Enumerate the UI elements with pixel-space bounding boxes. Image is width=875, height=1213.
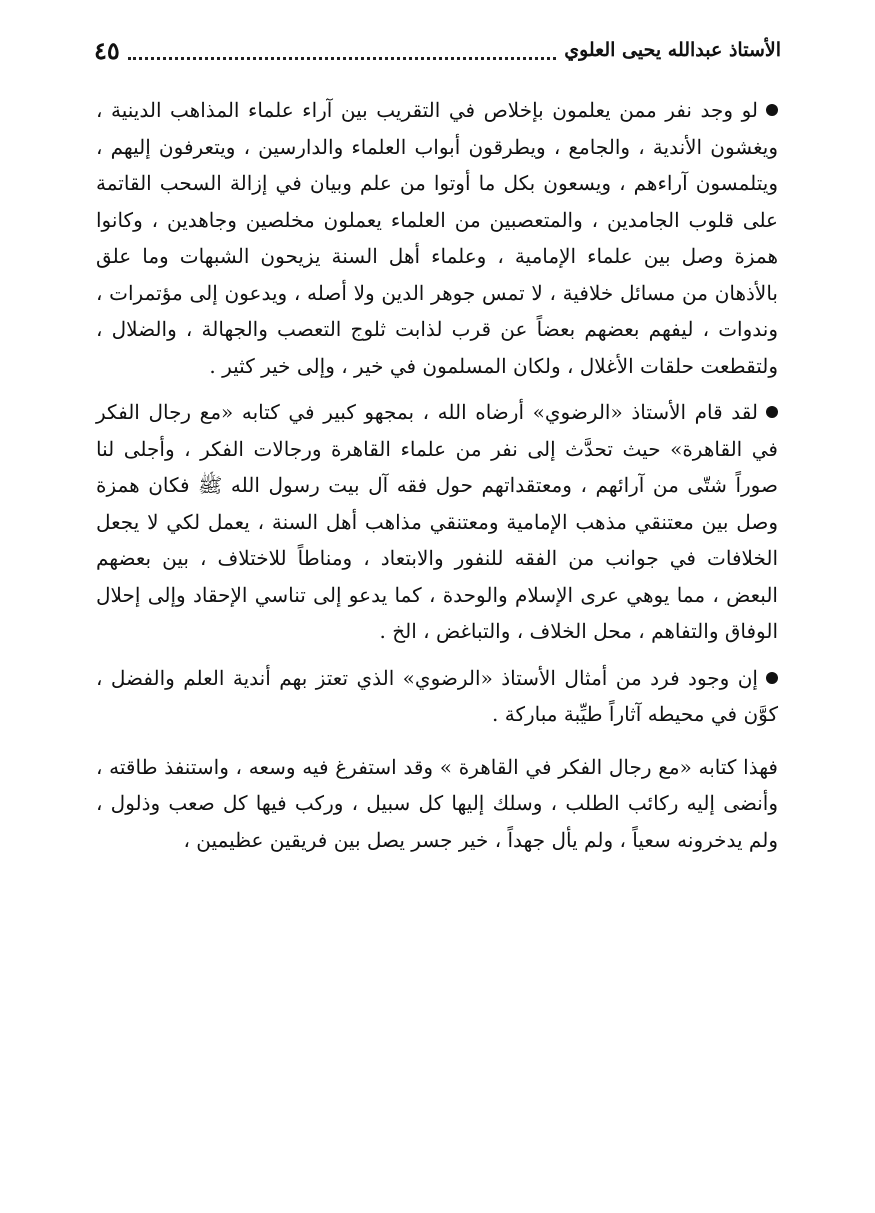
page-number: ٤٥	[94, 35, 120, 65]
paragraph-2	[96, 394, 778, 650]
paragraph-3	[96, 660, 778, 733]
page-header	[94, 30, 781, 70]
bullet-icon	[766, 672, 778, 684]
paragraph-text: إن وجود فرد من أمثال الأستاذ «الرضوي» الذي تعتز بهم أندية العلم والفضل ، كوَّن في محيطه آثاراً طيِّبة مباركة .	[96, 665, 778, 726]
body-text	[96, 92, 778, 868]
running-title: الأستاذ عبدالله يحيى العلوي	[564, 39, 781, 61]
leader-dots	[128, 47, 556, 60]
paragraph-1	[96, 92, 778, 384]
paragraph-text: لو وجد نفر ممن يعلمون بإخلاص في التقريب بين آراء علماء المذاهب الدينية ، ويغشون الأندية ، والجامع ، ويطرقون أبواب العلماء والدارسين ، ويتعرفون إليهم ، ويتلمسون آراءهم ، ويسعون بكل ما أوتوا من علم وبيان في إزالة السحب القاتمة على قلوب الجامدين ، والمتعصبين من العلماء يعملون مخلصين وجاهدين ، وكانوا همزة وصل بين علماء الإمامية ، وعلماء أهل السنة يزيحون الشبهات وما علق بالأذهان من مسائل خلافية ، لا تمس جوهر الدين ولا أصله ، ويدعون إلى مؤتمرات ، وندوات ، ليفهم بعضهم بعضاً عن قرب لذابت ثلوج التعصب والجهالة ، والضلال ، ولتقطعت حلقات الأغلال ، ولكان المسلمون في خير ، وإلى خير كثير .	[96, 98, 778, 378]
paragraph-text: لقد قام الأستاذ «الرضوي» أرضاه الله ، بمجهو كبير في كتابه «مع رجال الفكر في القاهرة» حيث تحدَّث إلى نفر من علماء القاهرة ورجالات الفكر ، وأجلى لنا صوراً شتّى من آرائهم ، ومعتقداتهم حول فقه آل بيت رسول الله ﷺ فكان همزة وصل بين معتنقي مذهب الإمامية ومعتنقي مذاهب أهل السنة ، يعمل لكي لا يجعل الخلافات في جوانب من الفقه للنفور والابتعاد ، ومناطاً للاختلاف ، بين بعضهم البعض ، مما يوهي عرى الإسلام والوحدة ، كما يدعو إلى تناسي الإحقاد وإلى إحلال الوفاق والتفاهم ، محل الخلاف ، والتباغض ، الخ .	[96, 400, 778, 643]
bullet-icon	[766, 104, 778, 116]
bullet-icon	[766, 406, 778, 418]
paragraph-4	[96, 749, 778, 859]
paragraph-text: فهذا كتابه «مع رجال الفكر في القاهرة » وقد استفرغ فيه وسعه ، واستنفذ طاقته ، وأنضى إليه ركائب الطلب ، وسلك إليها كل سبيل ، وركب فيها كل صعب وذلول ، ولم يدخرونه سعياً ، ولم يأل جهداً ، خير جسر يصل بين فريقين عظيمين ،	[96, 754, 778, 852]
